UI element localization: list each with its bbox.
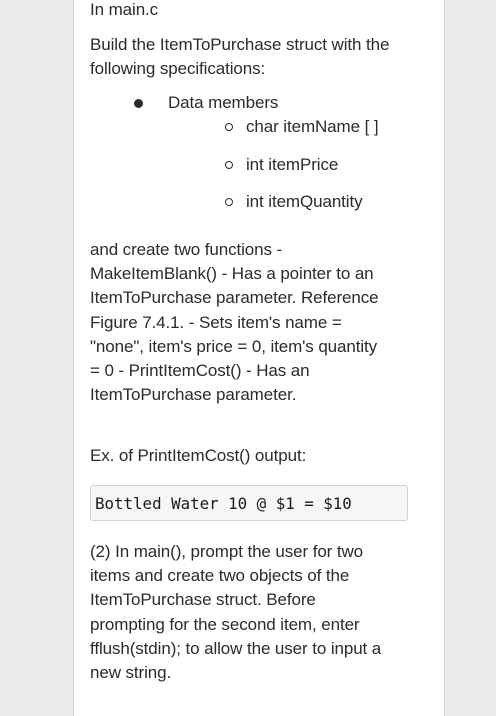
example-label: Ex. of PrintItemCost() output: xyxy=(90,446,307,465)
step2-line: new string. xyxy=(90,663,172,683)
list-item: int itemQuantity xyxy=(246,192,363,211)
step2-line: items and create two objects of the xyxy=(90,566,350,586)
bullet-circle-icon xyxy=(225,198,233,206)
list-label: Data members xyxy=(168,93,279,112)
bullet-disc-icon xyxy=(134,99,143,108)
code-output-text: Bottled Water 10 @ $1 = $10 xyxy=(95,494,352,513)
section-heading: In main.c xyxy=(90,0,159,19)
list-item: char itemName [ ] xyxy=(246,117,379,136)
intro-paragraph xyxy=(90,33,420,81)
description-line: = 0 - PrintItemCost() - Has an xyxy=(90,361,310,381)
step2-line: fflush(stdin); to allow the user to input a xyxy=(90,638,382,658)
description-line: ItemToPurchase parameter. xyxy=(90,385,297,405)
step2-line: ItemToPurchase struct. Before xyxy=(90,590,316,610)
intro-line: Build the ItemToPurchase struct with the xyxy=(90,35,390,54)
description-line: MakeItemBlank() - Has a pointer to an xyxy=(90,264,374,284)
list-item: int itemPrice xyxy=(246,155,339,174)
description-line: and create two functions - xyxy=(90,240,283,259)
step2-line: prompting for the second item, enter xyxy=(90,614,360,634)
bullet-circle-icon xyxy=(225,161,233,169)
bullet-circle-icon xyxy=(225,123,233,131)
content-card xyxy=(73,0,445,716)
code-output-box xyxy=(90,485,408,521)
step2-line: (2) In main(), prompt the user for two xyxy=(90,542,364,561)
intro-line: following specifications: xyxy=(90,59,266,79)
description-line: Figure 7.4.1. - Sets item's name = xyxy=(90,312,342,332)
description-line: ItemToPurchase parameter. Reference xyxy=(90,288,379,308)
description-paragraph xyxy=(90,238,420,407)
description-line: "none", item's price = 0, item's quantity xyxy=(90,336,378,356)
step2-paragraph xyxy=(90,540,420,685)
